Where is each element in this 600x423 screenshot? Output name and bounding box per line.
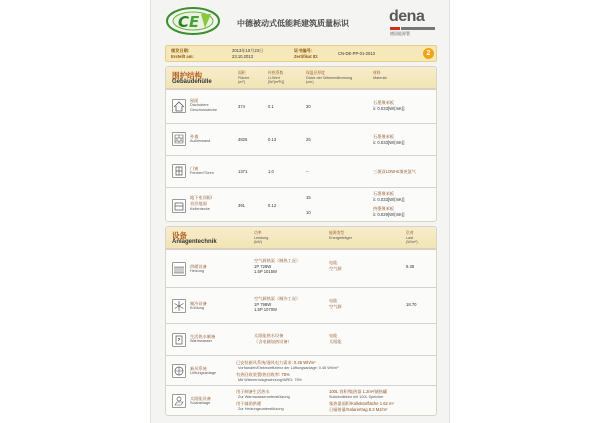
wall-icon <box>172 132 186 146</box>
cell-text: 已安装新风系统/通风电力需求: 0.45 Wh/m³ <box>236 360 316 365</box>
systems-section <box>165 226 437 416</box>
cell-text: 用于制备生活热水 <box>236 389 270 394</box>
cell-text: Vorhanden/Elektroeffizienz der Lüftungsanlage: 0.45 Wh/m³ <box>238 366 339 370</box>
cell-text: 石墨聚苯板 <box>373 191 394 196</box>
cell-text: 制冷设备 <box>190 301 207 306</box>
cell-text: 9.38 <box>406 264 415 269</box>
envelope-row <box>166 187 437 222</box>
certificate-meta-bar <box>165 45 437 62</box>
cell-text: -- <box>306 169 309 174</box>
issued-label-de: Erstellt am: <box>171 54 194 59</box>
envelope-row <box>166 123 437 155</box>
cell-text: Kellerdecke <box>190 207 210 211</box>
cell-text: （含电辅加热设备） <box>254 339 292 344</box>
cell-text: 功率 <box>254 231 262 235</box>
cell-text: 屋面 <box>190 98 199 103</box>
svg-text:E: E <box>189 13 200 31</box>
cell-text: 地下室顶板/ <box>190 195 213 200</box>
roof-icon <box>172 99 186 113</box>
envelope-title-cn: 围护结构 <box>172 71 202 80</box>
cell-text: 0.13 <box>268 137 277 142</box>
cell-text: 电能 <box>329 333 338 338</box>
cell-text: 374 <box>238 104 245 109</box>
col-load <box>406 231 418 245</box>
cert-label-cn: 证书编号： <box>294 48 315 53</box>
svg-text:C: C <box>178 13 190 31</box>
cell-text: 有热回收装置/热回收率: 75% <box>236 372 290 377</box>
envelope-section <box>165 66 437 222</box>
cell-text: (kW) <box>254 240 263 245</box>
cell-text: 18.70 <box>406 302 417 307</box>
cell-text: 15 <box>306 195 311 200</box>
cell-text: Mit Wärmerückgewinnung/WRG: 75% <box>238 378 302 382</box>
solar-row <box>166 385 437 416</box>
cell-text: Energieträger <box>329 235 353 240</box>
cell-text: 1.5P 1015W <box>254 269 277 274</box>
cell-text: Fenster/Türen <box>190 171 214 175</box>
cell-text: 传热系数 <box>268 71 284 75</box>
dena-grey-bar <box>401 27 435 30</box>
cell-text: U-Wert <box>268 75 280 80</box>
cell-text: Solarkollektor mit 100L Speicher <box>329 395 384 399</box>
cell-text: 面积 <box>238 71 246 75</box>
cell-text: λ: 0.029[W/(mK)] <box>373 212 405 217</box>
cert-label-de: Zertifikat ID: <box>294 54 319 59</box>
cell-text: 石墨聚苯板 <box>373 134 394 139</box>
cell-text: λ: 0.033[W/(mK)] <box>373 106 405 111</box>
cell-text: 太阳能 <box>329 339 342 344</box>
envelope-header <box>166 67 436 89</box>
cell-text: (cm) <box>306 80 314 85</box>
cell-text: Last <box>406 235 414 240</box>
cell-text: Zur Warmwasserunterstützung <box>238 395 290 399</box>
cell-text: 1371 <box>238 169 248 174</box>
ventilation-icon <box>172 364 186 378</box>
cell-text: Lüftungsanlage <box>190 371 216 375</box>
system-row <box>166 249 437 287</box>
cell-text: 材料 <box>373 71 381 75</box>
cell-text: 10 <box>306 210 311 215</box>
cell-text: 供暖设备 <box>190 264 207 269</box>
cell-text: Außenwand <box>190 139 211 143</box>
cell-text: Geschossdecke <box>190 108 218 112</box>
envelope-row <box>166 155 437 187</box>
cell-text: 空气源 <box>329 304 342 309</box>
cell-text: Leistung <box>254 235 269 240</box>
cell-text: Fläche <box>238 75 250 80</box>
cell-text: Solaranlage <box>190 401 211 405</box>
cell-text: Dachobere <box>190 103 209 107</box>
dena-wordmark: dena <box>389 8 425 25</box>
cell-text: 100L 容积/集热器 1.2m²/储热罐 <box>329 389 388 394</box>
cell-text: [W/(m²K)] <box>268 80 285 85</box>
systems-title-de: Anlagentechnik <box>172 239 217 245</box>
cell-text: 391 <box>238 203 245 208</box>
cell-text: 1P 798W <box>254 302 272 307</box>
cell-text: 负荷 <box>406 231 414 235</box>
page-title: 中德被动式低能耗建筑质量标识 <box>237 19 349 28</box>
cell-text: 三玻双LOW-E填充氩气 <box>373 169 416 174</box>
cell-text: 空气源热泵（制冷工况） <box>254 296 301 301</box>
cell-text: Material <box>373 75 387 80</box>
cell-text: 生活热水制备 <box>190 334 216 339</box>
cell-text: Dicke der Wärmedämmung <box>306 75 353 80</box>
cell-text: 1.5P 1070W <box>254 307 277 312</box>
cell-text: 1.0 <box>268 169 274 174</box>
cell-text: 空气源热泵（制热工况） <box>254 258 301 263</box>
cell-text: 集热器面积/Kollektorfläche 1.62 m² <box>329 401 394 406</box>
header <box>165 6 437 36</box>
cell-text: 挤塑聚苯板 <box>373 206 394 211</box>
cell-text: 0.1 <box>268 104 274 109</box>
cell-text: 新风系统 <box>190 366 207 371</box>
systems-header <box>166 227 436 249</box>
envelope-row <box>166 89 437 123</box>
cell-text: Kühlung <box>190 306 204 310</box>
cell-text: (W/m²) <box>406 240 418 245</box>
issued-value-cn: 2013年10月23日 <box>232 48 264 53</box>
page-number-badge: 2 <box>423 48 434 59</box>
cell-text: λ: 0.033[W/(mK)] <box>373 140 405 145</box>
solar-panel-icon <box>172 394 186 408</box>
hotwater-icon <box>172 333 186 347</box>
cell-text: Warmwasser <box>190 339 213 343</box>
cell-text: λ: 0.033[W/(mK)] <box>373 197 405 202</box>
cell-text: 30 <box>306 104 311 109</box>
cell-text: 4826 <box>238 137 248 142</box>
col-insulation <box>306 71 352 85</box>
systems-title-cn: 设备 <box>172 231 187 240</box>
cell-text: 首层地面 <box>190 201 207 206</box>
cell-text: 空气源 <box>329 266 342 271</box>
dena-logo <box>389 8 437 36</box>
cooling-icon <box>172 299 186 313</box>
cell-text: 1P 728W <box>254 264 272 269</box>
col-power <box>254 231 268 245</box>
cell-text: 太阳能热水设备 <box>254 333 284 338</box>
basement-icon <box>172 199 186 213</box>
cell-text: 外墙 <box>190 134 199 139</box>
issued-label-cn: 颁发日期： <box>171 48 192 53</box>
ventilation-row <box>166 355 437 385</box>
system-row <box>166 287 437 323</box>
cell-text: 用于辅助供暖 <box>236 401 262 406</box>
cell-text: 石墨聚苯板 <box>373 100 394 105</box>
cell-text: 电能 <box>329 260 338 265</box>
cell-text: 门窗 <box>190 166 199 171</box>
dena-subtitle: 德国能源署 <box>390 31 410 36</box>
cell-text: Zur Heizungsunterstützung <box>238 407 284 411</box>
program-logo <box>165 6 221 36</box>
cell-text: Heizung <box>190 269 204 273</box>
cell-text: (m²) <box>238 80 245 85</box>
col-uvalue <box>268 71 284 85</box>
dena-red-bar <box>390 27 400 30</box>
cell-text: 太阳能设备 <box>190 396 211 401</box>
cell-text: 日辐射量/Solarertrag 8.3 MJ/m² <box>329 407 388 412</box>
cell-text: 能源类型 <box>329 231 345 235</box>
cell-text: 0.12 <box>268 203 277 208</box>
col-energy <box>329 231 352 240</box>
col-area <box>238 71 249 85</box>
label-sheet <box>150 0 450 423</box>
col-material <box>373 71 387 80</box>
cell-text: 25 <box>306 137 311 142</box>
cert-id: CN-DE-PP-01-2013 <box>338 51 376 56</box>
cell-text: 保温层厚度 <box>306 71 325 75</box>
system-row <box>166 323 437 355</box>
heating-icon <box>172 262 186 276</box>
issued-value-de: 23.10.2013 <box>232 54 253 59</box>
cell-text: 电能 <box>329 298 338 303</box>
window-icon <box>172 164 186 178</box>
envelope-title-de: Gebäudehülle <box>172 79 212 85</box>
